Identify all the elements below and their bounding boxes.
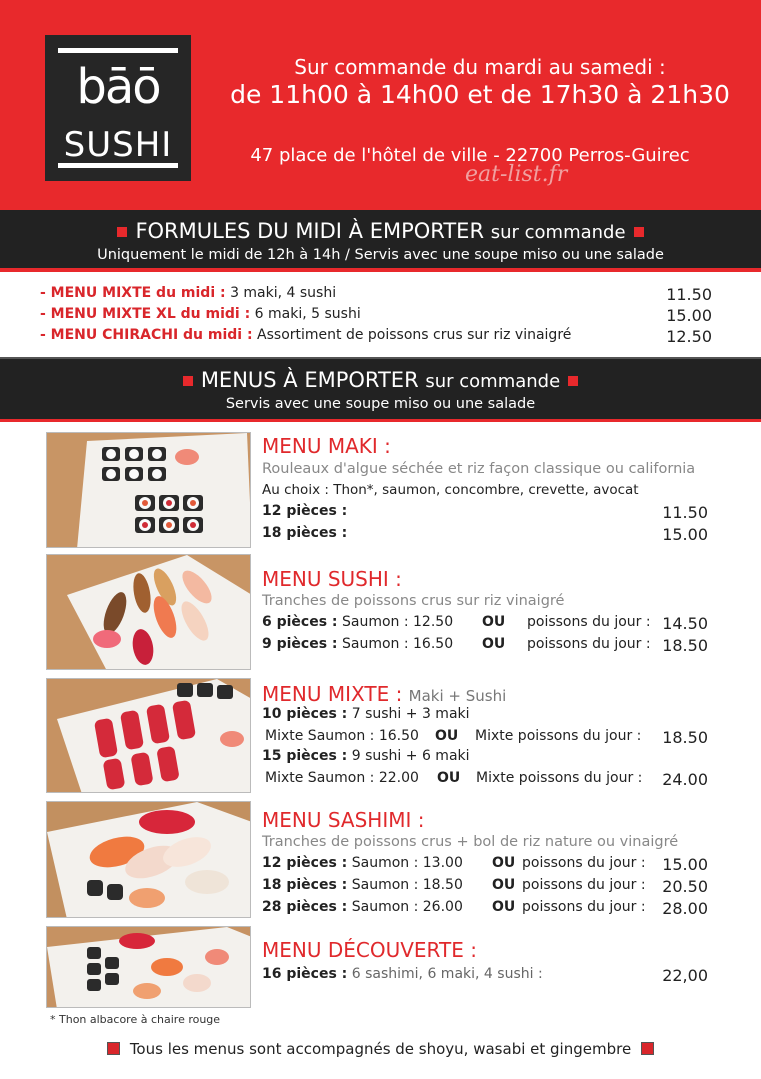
- sashimi-plate-image: [47, 802, 251, 918]
- menu-row: Mixte Saumon : 16.50 OU Mixte poissons du jour : 18.50: [265, 728, 708, 747]
- hours-line-2: de 11h00 à 14h00 et de 17h30 à 21h30: [230, 80, 730, 109]
- formules-subtitle: Uniquement le midi de 12h à 14h / Servis avec une soupe miso ou une salade: [97, 247, 664, 263]
- footer-note: Tous les menus sont accompagnés de shoyu, wasabi et gingembre: [0, 1040, 761, 1058]
- price: 11.50: [662, 503, 708, 522]
- price: 20.50: [662, 877, 708, 896]
- menu-row: 18 pièces : Saumon : 18.50 OU poissons du jour : 20.50: [262, 877, 708, 896]
- menu-row: 18 pièces : 15.00: [262, 525, 708, 544]
- watermark: eat-list.fr: [465, 162, 568, 187]
- menus-title-suffix: sur commande: [425, 371, 561, 392]
- price: 11.50: [666, 285, 712, 304]
- address: 47 place de l'hôtel de ville - 22700 Perros-Guirec: [250, 145, 690, 166]
- price: 12.50: [666, 327, 712, 346]
- menu-row: 28 pièces : Saumon : 26.00 OU poissons du jour : 28.00: [262, 899, 708, 918]
- menus-subtitle: Servis avec une soupe miso ou une salade: [225, 396, 536, 412]
- midi-item: - MENU CHIRACHI du midi : Assortiment de poissons crus sur riz vinaigré 12.50: [40, 327, 712, 346]
- menus-emporter-band: [0, 357, 761, 422]
- footnote: * Thon albacore à chaire rouge: [50, 1013, 221, 1026]
- menu-sashimi-title: MENU SASHIMI :: [262, 808, 425, 832]
- menu-row: 6 pièces : Saumon : 12.50 OU poissons du jour : 14.50: [262, 614, 708, 633]
- price: 14.50: [662, 614, 708, 633]
- square-bullet-icon: [568, 376, 578, 386]
- header: [0, 0, 761, 210]
- menu-maki-desc: Rouleaux d'algue séchée et riz façon classique ou california: [262, 461, 696, 477]
- decouverte-plate-image: [47, 927, 251, 1008]
- menu-mixte-note: Maki + Sushi: [408, 687, 507, 705]
- price: 15.00: [662, 525, 708, 544]
- sushi-plate-image: [47, 555, 251, 670]
- price: 24.00: [662, 770, 708, 789]
- decouverte-photo: [46, 926, 251, 1008]
- menu-mixte-title: MENU MIXTE : Maki + Sushi: [262, 682, 507, 706]
- menu-decouverte-title: MENU DÉCOUVERTE :: [262, 938, 477, 962]
- formules-title: FORMULES DU MIDI À EMPORTER: [135, 219, 485, 243]
- menu-maki-title: MENU MAKI :: [262, 434, 391, 458]
- square-bullet-icon: [183, 376, 193, 386]
- price: 22,00: [662, 966, 708, 985]
- price: 18.50: [662, 728, 708, 747]
- menu-row: 9 pièces : Saumon : 16.50 OU poissons du jour : 18.50: [262, 636, 708, 655]
- formules-midi-band: [0, 210, 761, 272]
- menu-sushi-desc: Tranches de poissons crus sur riz vinaigré: [262, 593, 565, 609]
- square-bullet-icon: [641, 1042, 654, 1055]
- price: 18.50: [662, 636, 708, 655]
- menu-maki-choice: Au choix : Thon*, saumon, concombre, crevette, avocat: [262, 482, 639, 498]
- price: 28.00: [662, 899, 708, 918]
- price: 15.00: [666, 306, 712, 325]
- mixte-plate-image: [47, 679, 251, 793]
- menu-row: 12 pièces : Saumon : 13.00 OU poissons du jour : 15.00: [262, 855, 708, 874]
- mixte-photo: [46, 678, 251, 793]
- maki-plate-image: [47, 433, 251, 548]
- midi-item: - MENU MIXTE du midi : 3 maki, 4 sushi 11.50: [40, 285, 712, 304]
- menu-sushi-title: MENU SUSHI :: [262, 567, 402, 591]
- menu-row: 16 pièces : 6 sashimi, 6 maki, 4 sushi : 22,00: [262, 966, 708, 985]
- menu-row: 12 pièces : 11.50: [262, 503, 708, 522]
- sashimi-photo: [46, 801, 251, 918]
- square-bullet-icon: [117, 227, 127, 237]
- menus-title: MENUS À EMPORTER: [200, 368, 419, 392]
- logo-name-bottom: SUSHI: [63, 125, 173, 165]
- brand-logo: [45, 35, 191, 181]
- maki-photo: [46, 432, 251, 548]
- sushi-photo: [46, 554, 251, 670]
- square-bullet-icon: [634, 227, 644, 237]
- menu-sashimi-desc: Tranches de poissons crus + bol de riz nature ou vinaigré: [262, 834, 679, 850]
- midi-item: - MENU MIXTE XL du midi : 6 maki, 5 sushi 15.00: [40, 306, 712, 325]
- menu-row: Mixte Saumon : 22.00 OU Mixte poissons du jour : 24.00: [265, 770, 708, 789]
- logo-name-top: bāō: [76, 59, 160, 115]
- price: 15.00: [662, 855, 708, 874]
- menu-row: 15 pièces : 9 sushi + 6 maki: [262, 748, 470, 764]
- menu-row: 10 pièces : 7 sushi + 3 maki: [262, 706, 470, 722]
- hours-line-1: Sur commande du mardi au samedi :: [294, 55, 666, 79]
- formules-title-suffix: sur commande: [490, 222, 626, 243]
- square-bullet-icon: [107, 1042, 120, 1055]
